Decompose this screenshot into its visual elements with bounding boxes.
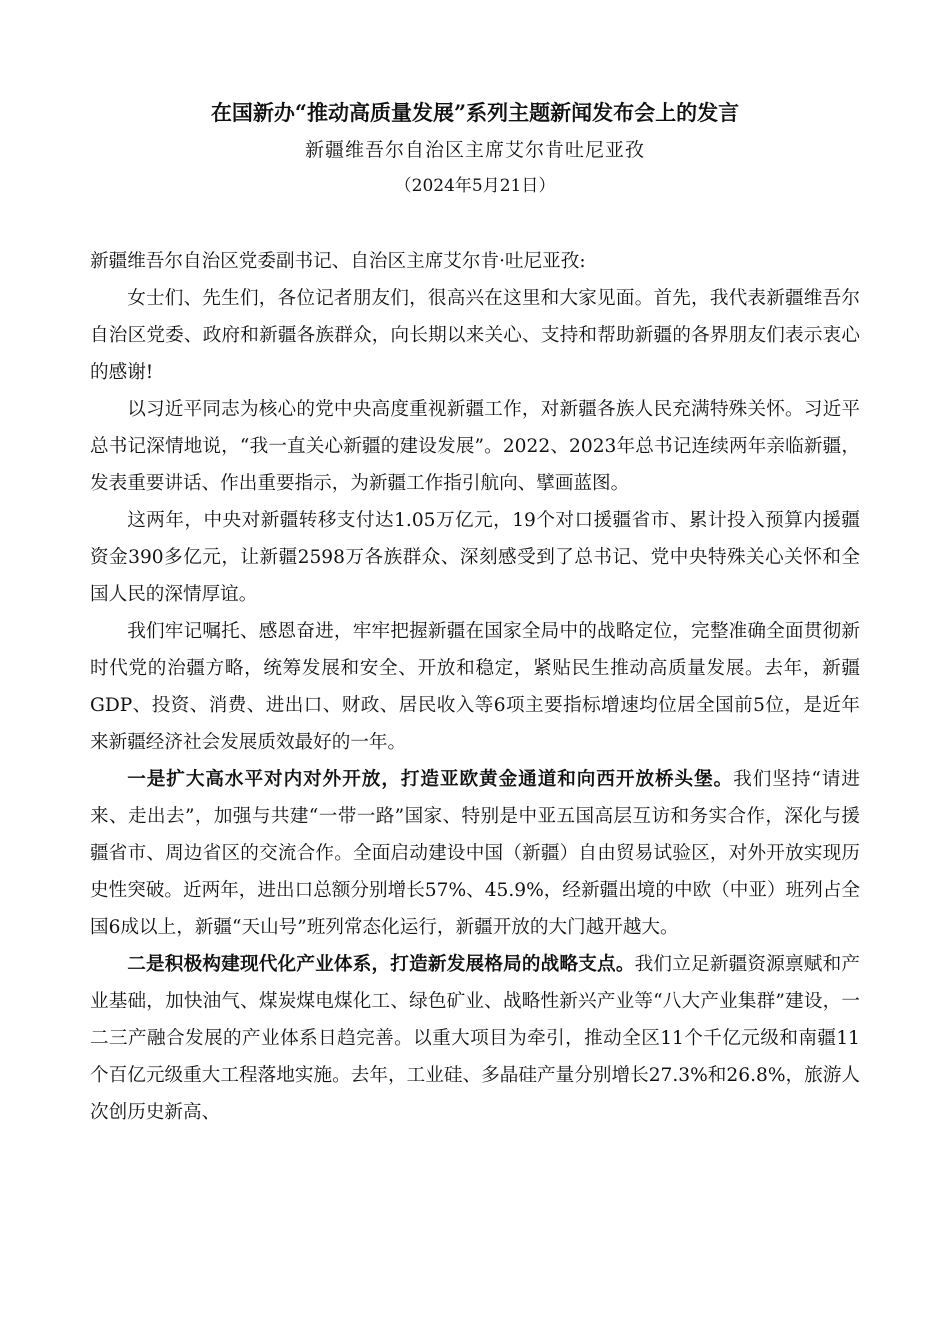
paragraph-central-care [90,391,860,502]
paragraph-lead: 一是扩大高水平对内对外开放，打造亚欧黄金通道和向西开放桥头堡。 [127,769,734,790]
paragraph-greeting [90,280,860,391]
document-title: 在国新办“推动高质量发展”系列主题新闻发布会上的发言 [210,100,740,125]
paragraph-text: 女士们、先生们，各位记者朋友们，很高兴在这里和大家见面。首先，我代表新疆维吾尔自治区党委、政府和新疆各族群众，向长期以来关心、支持和帮助新疆的各界朋友们表示衷心的感谢! [90,288,860,383]
document-body [90,243,860,1131]
paragraph-industry-system [90,946,860,1131]
paragraph-lead: 二是积极构建现代化产业体系，打造新发展格局的战略支点。 [127,954,635,975]
paragraph-text: 我们牢记嘱托、感恩奋进，牢牢把握新疆在国家全局中的战略定位，完整准确全面贯彻新时代党的治疆方略，统筹发展和安全、开放和稳定，紧贴民生推动高质量发展。去年，新疆GDP、投资、消费、进出口、财政、居民收入等6项主要指标增速均位居全国前5位，是近年来新疆经济社会发展质效最好的一年。 [90,621,860,753]
paragraph-text: 以习近平同志为核心的党中央高度重视新疆工作，对新疆各族人民充满特殊关怀。习近平总书记深情地说，“我一直关心新疆的建设发展”。2022、2023年总书记连续两年亲临新疆，发表重要讲话、作出重要指示，为新疆工作指引航向、擘画蓝图。 [90,399,860,494]
paragraph-opening-up [90,761,860,946]
paragraph-development-results [90,613,860,761]
paragraph-text: 我们立足新疆资源禀赋和产业基础，加快油气、煤炭煤电煤化工、绿色矿业、战略性新兴产业等“八大产业集群”建设，一二三产融合发展的产业体系日趋完善。以重大项目为牵引，推动全区11个千亿元级和南疆11个百亿元级重大工程落地实施。去年，工业硅、多晶硅产量分别增长27.3%和26.8%，旅游人次创历史新高、 [90,954,860,1123]
paragraph-transfer-payments [90,502,860,613]
document-subtitle: 新疆维吾尔自治区主席艾尔肯吐尼亚孜 [304,139,645,161]
paragraph-text: 这两年，中央对新疆转移支付达1.05万亿元，19个对口援疆省市、累计投入预算内援疆资金390多亿元，让新疆2598万各族群众、深刻感受到了总书记、党中央特殊关心关怀和全国人民的深情厚谊。 [90,510,860,605]
document-date: （2024年5月21日） [394,176,556,196]
salutation: 新疆维吾尔自治区党委副书记、自治区主席艾尔肯·吐尼亚孜: [90,251,586,272]
paragraph-text: 我们坚持“请进来、走出去”，加强与共建“一带一路”国家、特别是中亚五国高层互访和务实合作，深化与援疆省市、周边省区的交流合作。全面启动建设中国（新疆）自由贸易试验区，对外开放实现历史性突破。近两年，进出口总额分别增长57%、45.9%，经新疆出境的中欧（中亚）班列占全国6成以上，新疆“天山号”班列常态化运行，新疆开放的大门越开越大。 [90,769,860,938]
